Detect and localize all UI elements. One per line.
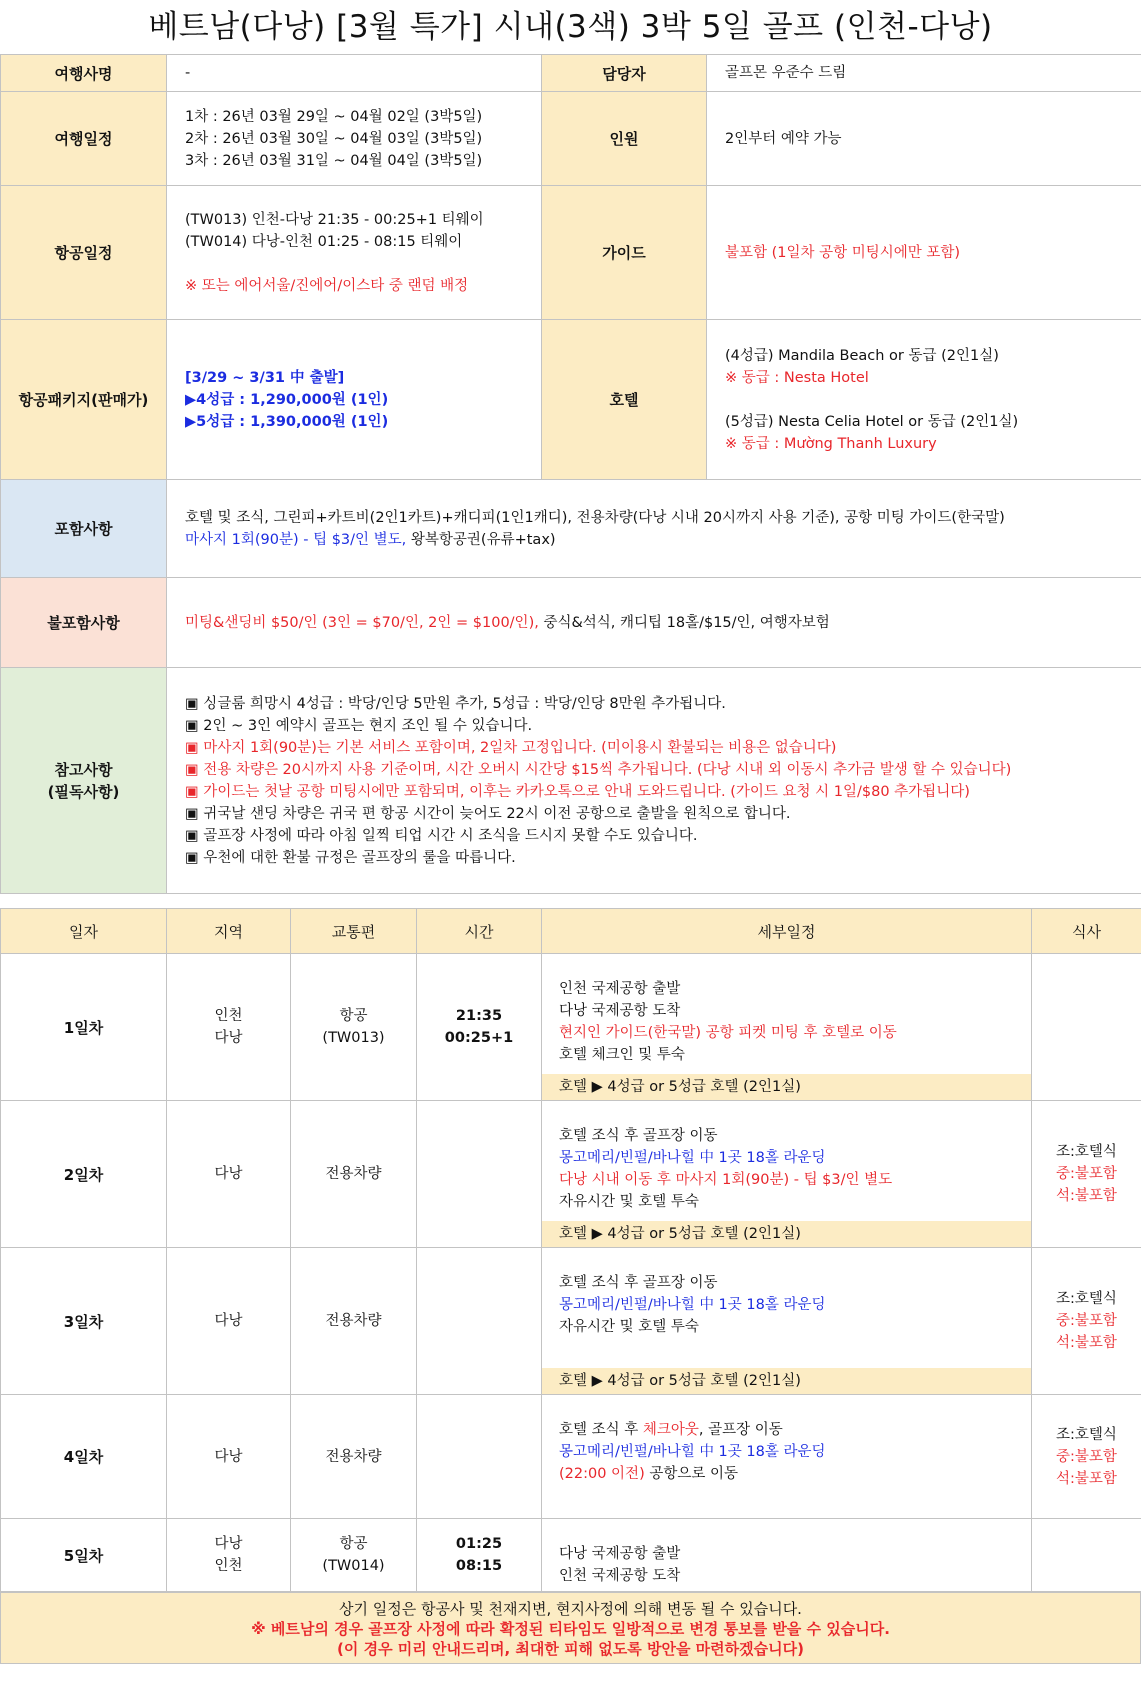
- meal-line: 조:호텔식: [1056, 1144, 1117, 1160]
- people-value: 2인부터 예약 가능: [707, 92, 1141, 186]
- time-cell: [417, 1519, 542, 1592]
- package-line: [3/29 ~ 3/31 中 출발]: [185, 369, 345, 386]
- info-table: [0, 54, 1141, 894]
- agency-value: -: [167, 55, 542, 92]
- detail-text: 인천 국제공항 출발: [559, 981, 681, 997]
- day-cell: 3일차: [1, 1248, 167, 1395]
- meal-cell: [1032, 954, 1141, 1101]
- detail-text: 몽고메리/빈펄/바나힐 中 1곳 18홀 라운딩: [559, 1297, 826, 1313]
- detail-lines: [542, 1395, 1031, 1485]
- excluded-meeting-fee: 미팅&샌딩비 $50/인 (3인 = $70/인, 2인 = $100/인),: [185, 614, 539, 631]
- schedule-line: 1차 : 26년 03월 29일 ~ 04월 02일 (3박5일): [185, 108, 483, 125]
- header-transport: 교통편: [291, 909, 417, 954]
- detail-cell: [542, 1248, 1032, 1395]
- detail-cell: [542, 1395, 1032, 1519]
- detail-line: [559, 1463, 1031, 1485]
- detail-text: 몽고메리/빈펄/바나힐 中 1곳 18홀 라운딩: [559, 1150, 826, 1166]
- detail-text: 다낭 국제공항 도착: [559, 1003, 681, 1019]
- hotel-label: 호텔: [542, 320, 707, 480]
- header-day: 일자: [1, 909, 167, 954]
- notes-label-line: (필독사항): [47, 782, 120, 801]
- detail-line: [559, 1294, 1031, 1316]
- detail-line: [559, 1169, 1031, 1191]
- detail-line: [559, 1419, 1031, 1441]
- hotel-5star: (5성급) Nesta Celia Hotel or 동급 (2인1실): [725, 413, 1019, 430]
- transport-cell: [291, 954, 417, 1101]
- flight-line: (TW013) 인천-다낭 21:35 - 00:25+1 티웨이: [185, 211, 484, 228]
- meal-cell: [1032, 1395, 1141, 1519]
- meal-line: 석:불포함: [1056, 1335, 1117, 1351]
- detail-text: 호텔 체크인 및 투숙: [559, 1047, 685, 1063]
- time-cell: [417, 1248, 542, 1395]
- itinerary-row: [1, 1519, 1141, 1592]
- detail-line: [559, 1272, 1031, 1294]
- time-cell: [417, 1395, 542, 1519]
- transport-line: (TW013): [322, 1030, 385, 1046]
- detail-text: , 골프장 이동: [698, 1422, 783, 1438]
- day-cell: 2일차: [1, 1101, 167, 1248]
- people-label: 인원: [542, 92, 707, 186]
- detail-text: 다낭 국제공항 출발: [559, 1546, 681, 1562]
- schedule-line: 2차 : 26년 03월 30일 ~ 04월 03일 (3박5일): [185, 130, 483, 147]
- schedule-label: 여행일정: [1, 92, 167, 186]
- detail-line: [559, 1191, 1031, 1213]
- transport-cell: [291, 1395, 417, 1519]
- footer-line: 상기 일정은 항공사 및 천재지변, 현지사정에 의해 변동 될 수 있습니다.: [339, 1600, 802, 1618]
- day-cell: 1일차: [1, 954, 167, 1101]
- detail-text: 공항으로 이동: [644, 1466, 738, 1482]
- header-region: 지역: [167, 909, 291, 954]
- detail-line: [559, 1441, 1031, 1463]
- excluded-label: 불포함사항: [1, 578, 167, 668]
- note-item: ▣ 가이드는 첫날 공항 미팅시에만 포함되며, 이후는 카카오톡으로 안내 도와드립니다. (가이드 요청 시 1일/$80 추가됩니다): [185, 783, 970, 800]
- detail-line: [559, 1147, 1031, 1169]
- meal-line: 중:불포함: [1056, 1313, 1117, 1329]
- note-item: ▣ 귀국날 샌딩 차량은 귀국 편 항공 시간이 늦어도 22시 이전 공항으로 출발을 원칙으로 합니다.: [185, 805, 791, 822]
- note-item: ▣ 싱글룸 희망시 4성급 : 박당/인당 5만원 추가, 5성급 : 박당/인당 8만원 추가됩니다.: [185, 695, 726, 712]
- region-line: 인천: [214, 1008, 243, 1024]
- detail-text: 자유시간 및 호텔 투숙: [559, 1194, 699, 1210]
- flight-note: ※ 또는 에어서울/진에어/이스타 중 랜덤 배정: [185, 277, 469, 294]
- time-line: 01:25: [455, 1536, 503, 1552]
- included-airfare: 왕복항공권(유류+tax): [406, 531, 556, 548]
- itinerary-row: [1, 1101, 1141, 1248]
- region-line: 다낭: [214, 1166, 243, 1182]
- region-line: 다낭: [214, 1536, 243, 1552]
- note-item: ▣ 전용 차량은 20시까지 사용 기준이며, 시간 오버시 시간당 $15씩 추가됩니다. (다낭 시내 외 이동시 추가금 발생 할 수 있습니다): [185, 761, 1012, 778]
- excluded-rest: 중식&석식, 캐디팁 18홀/$15/인, 여행자보험: [538, 614, 830, 631]
- hotel-5star-alt: ※ 동급 : Mường Thanh Luxury: [725, 435, 937, 452]
- detail-text: 몽고메리/빈펄/바나힐 中 1곳 18홀 라운딩: [559, 1444, 826, 1460]
- transport-cell: [291, 1519, 417, 1592]
- included-massage: 마사지 1회(90분) - 팁 $3/인 별도,: [185, 531, 407, 548]
- detail-text: 현지인 가이드(한국말) 공항 피켓 미팅 후 호텔로 이동: [559, 1025, 897, 1041]
- hotel-bar: 호텔 ▶ 4성급 or 5성급 호텔 (2인1실): [542, 1074, 1031, 1100]
- hotel-4star-alt: ※ 동급 : Nesta Hotel: [725, 369, 869, 386]
- region-cell: [167, 954, 291, 1101]
- region-line: 다낭: [214, 1313, 243, 1329]
- guide-label: 가이드: [542, 186, 707, 320]
- manager-label: 담당자: [542, 55, 707, 92]
- meal-cell: [1032, 1519, 1141, 1592]
- detail-lines: [542, 1101, 1031, 1213]
- transport-line: 전용차량: [325, 1448, 382, 1465]
- transport-line: 항공: [339, 1536, 368, 1552]
- detail-cell: [542, 1101, 1032, 1248]
- footer-line-warning: (이 경우 미리 안내드리며, 최대한 피해 없도록 방안을 마련하겠습니다): [337, 1640, 804, 1658]
- transport-line: 항공: [339, 1008, 368, 1024]
- detail-text: (22:00 이전): [559, 1466, 645, 1482]
- meal-line: 조:호텔식: [1056, 1426, 1117, 1443]
- region-cell: [167, 1101, 291, 1248]
- detail-text: 자유시간 및 호텔 투숙: [559, 1319, 699, 1335]
- detail-line: [559, 1044, 1031, 1066]
- time-cell: [417, 954, 542, 1101]
- detail-text: 인천 국제공항 도착: [559, 1568, 681, 1584]
- package-value: [167, 320, 542, 480]
- schedule-value: [167, 92, 542, 186]
- flight-line: (TW014) 다낭-인천 01:25 - 08:15 티웨이: [185, 233, 463, 250]
- note-item: ▣ 우천에 대한 환불 규정은 골프장의 룰을 따릅니다.: [185, 849, 516, 866]
- time-line: 08:15: [455, 1558, 503, 1574]
- detail-text: 호텔 조식 후 골프장 이동: [559, 1275, 718, 1291]
- itinerary-row: [1, 1248, 1141, 1395]
- meal-line: 중:불포함: [1056, 1448, 1117, 1465]
- flight-value: [167, 186, 542, 320]
- itinerary-row: [1, 954, 1141, 1101]
- transport-line: 전용차량: [325, 1166, 382, 1182]
- note-item: ▣ 마사지 1회(90분)는 기본 서비스 포함이며, 2일차 고정입니다. (미이용시 환불되는 비용은 없습니다): [185, 739, 837, 756]
- region-cell: [167, 1395, 291, 1519]
- meal-line: 중:불포함: [1056, 1166, 1117, 1182]
- included-value: [167, 480, 1141, 578]
- included-line-2: [185, 529, 1141, 551]
- meal-line: 조:호텔식: [1056, 1291, 1117, 1307]
- detail-cell: [542, 954, 1032, 1101]
- note-item: ▣ 골프장 사정에 따라 아침 일찍 티업 시간 시 조식을 드시지 못할 수도 있습니다.: [185, 827, 698, 844]
- excluded-value: [167, 578, 1141, 668]
- region-line: 다낭: [214, 1030, 243, 1046]
- meal-line: 석:불포함: [1056, 1470, 1117, 1487]
- included-label: 포함사항: [1, 480, 167, 578]
- schedule-line: 3차 : 26년 03월 31일 ~ 04월 04일 (3박5일): [185, 152, 483, 169]
- detail-lines: [542, 1519, 1031, 1587]
- detail-line: [559, 1022, 1031, 1044]
- region-line: 다낭: [214, 1448, 243, 1465]
- day-cell: 5일차: [1, 1519, 167, 1592]
- time-line: 21:35: [455, 1008, 503, 1024]
- agency-label: 여행사명: [1, 55, 167, 92]
- notes-value: [167, 668, 1141, 894]
- flight-label: 항공일정: [1, 186, 167, 320]
- detail-cell: [542, 1519, 1032, 1592]
- meal-cell: [1032, 1248, 1141, 1395]
- transport-line: 전용차량: [325, 1313, 382, 1329]
- meal-line: 석:불포함: [1056, 1188, 1117, 1204]
- header-meals: 식사: [1032, 909, 1141, 954]
- time-cell: [417, 1101, 542, 1248]
- footer-line-warning: ※ 베트남의 경우 골프장 사정에 따라 확정된 티타임도 일방적으로 변경 통보를 받을 수 있습니다.: [251, 1620, 890, 1638]
- page-title: 베트남(다낭) [3월 특가] 시내(3색) 3박 5일 골프 (인천-다낭): [148, 9, 993, 45]
- hotel-value: [707, 320, 1141, 480]
- notes-label-line: 참고사항: [54, 760, 113, 779]
- transport-cell: [291, 1101, 417, 1248]
- detail-line: [559, 1543, 1031, 1565]
- detail-line: [559, 1565, 1031, 1587]
- detail-line: [559, 978, 1031, 1000]
- transport-line: (TW014): [322, 1558, 385, 1574]
- region-cell: [167, 1519, 291, 1592]
- hotel-4star: (4성급) Mandila Beach or 동급 (2인1실): [725, 347, 999, 364]
- header-details: 세부일정: [542, 909, 1032, 954]
- hotel-bar: 호텔 ▶ 4성급 or 5성급 호텔 (2인1실): [542, 1221, 1031, 1247]
- hotel-bar: 호텔 ▶ 4성급 or 5성급 호텔 (2인1실): [542, 1368, 1031, 1394]
- note-item: ▣ 2인 ~ 3인 예약시 골프는 현지 조인 될 수 있습니다.: [185, 717, 533, 734]
- itinerary-row: [1, 1395, 1141, 1519]
- package-label: 항공패키지(판매가): [1, 320, 167, 480]
- time-line: 00:25+1: [444, 1030, 514, 1046]
- detail-text: 체크아웃: [642, 1422, 699, 1438]
- detail-text: 다낭 시내 이동 후 마사지 1회(90분) - 팁 $3/인 별도: [559, 1172, 893, 1188]
- detail-line: [559, 1000, 1031, 1022]
- guide-value: 불포함 (1일차 공항 미팅시에만 포함): [707, 186, 1141, 320]
- detail-text: 호텔 조식 후 골프장 이동: [559, 1128, 718, 1144]
- detail-line: [559, 1316, 1031, 1338]
- notes-label: [1, 668, 167, 894]
- detail-line: [559, 1125, 1031, 1147]
- detail-text: 호텔 조식 후: [559, 1422, 643, 1438]
- detail-lines: [542, 954, 1031, 1066]
- included-line: 호텔 및 조식, 그린피+카트비(2인1카트)+캐디피(1인1캐디), 전용차량(다낭 시내 20시까지 사용 기준), 공항 미팅 가이드(한국말): [185, 509, 1005, 526]
- manager-value: 골프몬 우준수 드림: [707, 55, 1141, 92]
- region-cell: [167, 1248, 291, 1395]
- day-cell: 4일차: [1, 1395, 167, 1519]
- package-line: ▶4성급 : 1,290,000원 (1인): [185, 391, 389, 408]
- header-time: 시간: [417, 909, 542, 954]
- footer-notice: [0, 1592, 1141, 1664]
- itinerary-table: [0, 908, 1141, 1592]
- meal-cell: [1032, 1101, 1141, 1248]
- package-line: ▶5성급 : 1,390,000원 (1인): [185, 413, 389, 430]
- detail-lines: [542, 1248, 1031, 1338]
- transport-cell: [291, 1248, 417, 1395]
- region-line: 인천: [214, 1558, 243, 1574]
